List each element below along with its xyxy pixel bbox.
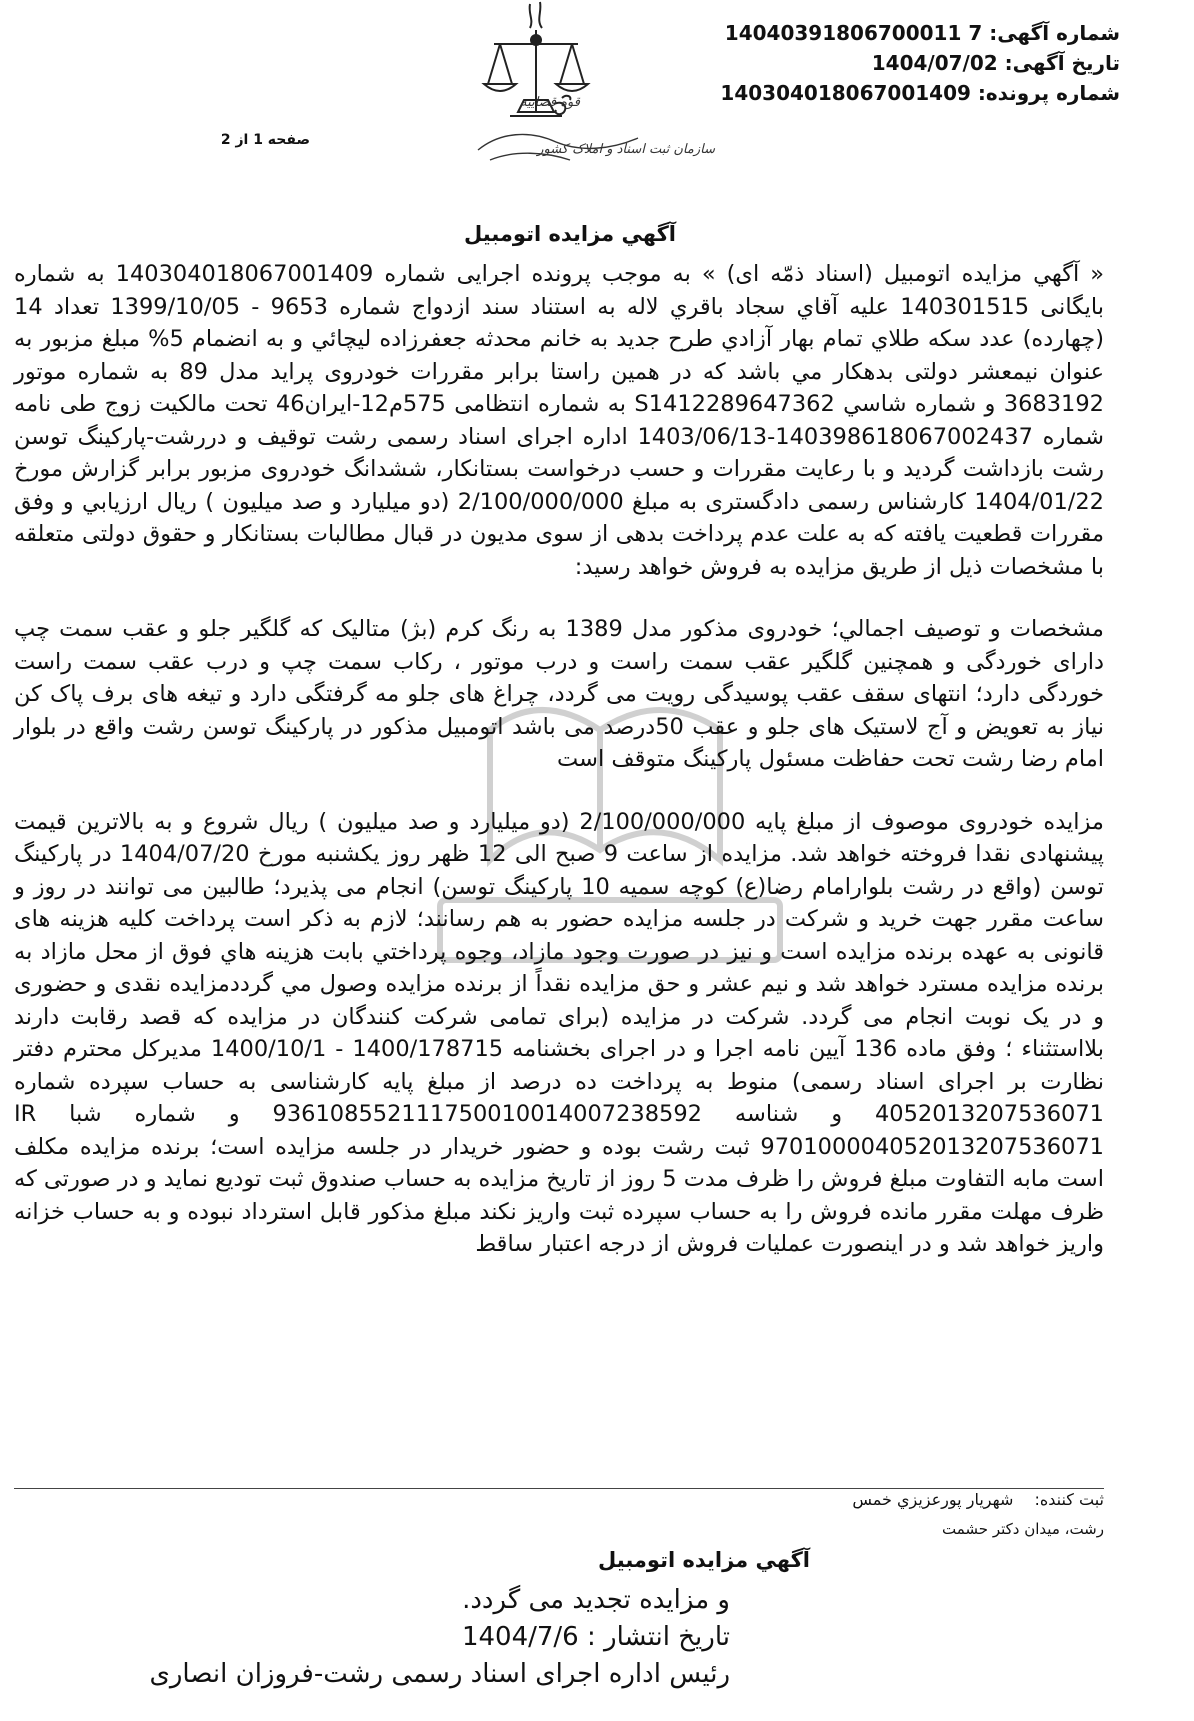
ad-metadata xyxy=(720,18,1120,108)
registrar-name: شهريار پورعزيزي خمس xyxy=(852,1490,1014,1509)
case-number-row xyxy=(720,78,1120,108)
auction-terms-paragraph: مزایده خودروی موصوف از مبلغ پایه 2/100/000/000 (دو میلیارد و صد میلیون ) ریال شروع و به بالاترین قیمت پیشنهادی نقدا فروخته خواهد شد. مزایده از ساعت 9 صبح الی 12 ظهر روز یکشنبه مورخ 1404/07/20 در پارکینگ توسن (واقع در رشت بلوارامام رضا(ع) کوچه سمیه 10 پارکینگ توسن) انجام می پذیرد؛ طالبین می توانند در روز و ساعت مقرر جهت خرید و شرکت در جلسه مزایده حضور به هم رسانند؛ لازم به ذکر است پرداخت کلیه هزینه های قانونی به عهده برنده مزایده است و نیز در صورت وجود مازاد، وجوه پرداختي بابت هزينه هاي فوق از محل مازاد به برنده مزايده مسترد خواهد شد و نیم عشر و حق مزایده نقداً از برنده مزایده وصول مي گرددمزایده نقدی و حضوری و در یک نوبت انجام می گردد. شرکت در مزایده (برای تمامی شرکت کنندگان در مزایده که قصد رقابت دارند بلااستثناء ؛ وفق ماده 136 آیین نامه اجرا و در اجرای بخشنامه 1400/178715 - 1400/10/1 مدیرکل محترم دفتر نظارت بر اجرای اسناد رسمی) منوط به پرداخت ده درصد از مبلغ پایه کارشناسی به حساب سپرده شماره 4052013207536071 و شناسه 936108552111750010014007238592 و شماره شبا IR 970100004052013207536071 ثبت رشت بوده و حضور خریدار در جلسه مزایده است؛ برنده مزایده مکلف است مابه التفاوت مبلغ فروش را ظرف مدت 5 روز از تاریخ مزایده به حساب صندوق ثبت تودیع نماید و در صورتی که ظرف مهلت مقرر مانده فروش را به حساب سپرده ثبت واریز نکند مبلغ مذکور قابل استرداد نبوده و به حساب خزانه واریز خواهد شد و در اینصورت عملیات فروش از درجه اعتبار ساقط xyxy=(14,808,1104,1257)
case-number-value: 140304018067001409 xyxy=(720,81,971,105)
ad-date-label: تاریخ آگهی: xyxy=(1004,51,1120,75)
ad-body xyxy=(14,258,1104,1261)
ad-number-label: شماره آگهی: xyxy=(989,21,1120,45)
page-indicator: صفحه 1 از 2 xyxy=(220,132,310,148)
registrar xyxy=(700,1490,1104,1509)
footer-divider xyxy=(14,1488,1104,1489)
case-details-paragraph: « آگهي مزايده اتومبيل (اسناد ذمّه ای) » به موجب پرونده اجرایی شماره 140304018067001409 به شماره بایگانی 140301515 علیه آقاي سجاد باقري لاله به استناد سند ازدواج شماره 9653 - 1399/10/05 تعداد 14 (چهارده) عدد سكه طلاي تمام بهار آزادي طرح جديد به خانم محدثه جعفرزاده ليچائي و به انضمام 5% مبلغ مزبور به عنوان نيمعشر دولتی بدهكار مي باشد که در همین راستا برابر مقررات خودروی پراید مدل 89 به شماره موتور 3683192 و شماره شاسي S1412289647362 به شماره انتظامی 575م12-ایران46 تحت مالکیت زوج طی نامه شماره 140398618067002437-1403/06/13 اداره اجرای اسناد رسمی رشت توقیف و دررشت-پارکینگ توسن رشت بازداشت گردید و با رعایت مقررات و حسب درخواست بستانکار، ششدانگ خودروی مزبور برابر گزارش مورخ 1404/01/22 کارشناس رسمی دادگستری به مبلغ 2/100/000/000 (دو میلیارد و صد میلیون ) ریال ارزيابي و وفق مقررات قطعیت یافته که به علت عدم پرداخت بدهی از سوی مدیون در قبال مطالبات بستانکار و حقوق دولتی متعلقه با مشخصات ذیل از طریق مزایده به فروش خواهد رسید: xyxy=(14,261,1105,580)
emblem-caption-organization: سازمان ثبت اسناد و املاک کشور xyxy=(537,142,715,157)
office-head-signature: رئیس اداره اجرای اسناد رسمی رشت-فروزان انصاری xyxy=(149,1659,730,1689)
registrar-label: ثبت کننده: xyxy=(1034,1490,1104,1509)
ad-title: آگهي مزايده اتومبيل xyxy=(464,222,676,246)
vehicle-description-paragraph: مشخصات و توصیف اجمالي؛ خودروی مذکور مدل 1389 به رنگ کرم (بژ) متالیک که گلگیر جلو و عقب سمت چپ دارای خوردگی و همچنین گلگیر عقب سمت راست و درب موتور ، رکاب سمت چپ و درب عقب سمت راست خوردگی دارد؛ انتهای سقف عقب پوسیدگی رویت می گردد، چراغ های جلو مه گرفتگی دارد و تیغه های برف پاک کن نیاز به تعویض و آج لاستیک های جلو و عقب 50درصد می باشد اتومبیل مذکور در پارکینگ توسن رشت واقع در بلوار امام رضا رشت تحت حفاظت مسئول پارکینگ متوقف است xyxy=(14,616,1105,772)
publication-block xyxy=(130,1582,730,1693)
ad-date-row xyxy=(720,48,1120,78)
emblem-caption-judiciary: قوه قضاییه xyxy=(520,95,580,110)
ad-number-row xyxy=(720,18,1120,48)
renewal-note: و مزایده تجدید می گردد. xyxy=(462,1585,730,1615)
case-number-label: شماره پرونده: xyxy=(977,81,1120,105)
publication-title: آگهي مزايده اتومبيل xyxy=(598,1548,810,1572)
emblem-icon xyxy=(470,0,690,185)
registrar-address: رشت، میدان دکتر حشمت xyxy=(942,1520,1104,1538)
ad-number-value: 14040391806700011 7 xyxy=(724,21,983,45)
ad-date-value: 1404/07/02 xyxy=(871,51,998,75)
judiciary-emblem xyxy=(470,0,690,185)
publication-date: تاریخ انتشار : 1404/7/6 xyxy=(461,1622,730,1652)
